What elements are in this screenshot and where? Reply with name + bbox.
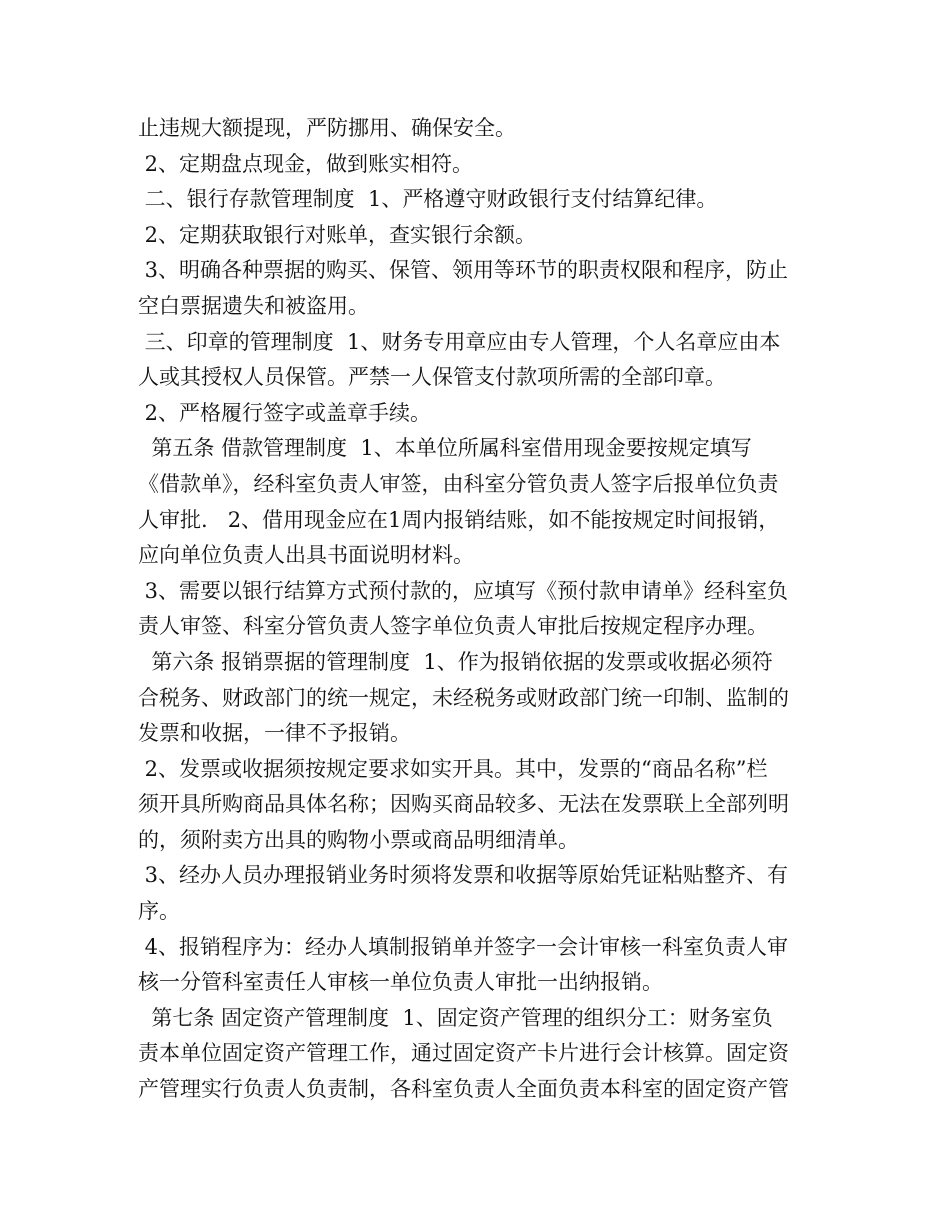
text-line: 空白票据遗失和被盗用。 (138, 293, 369, 318)
text-line: 应向单位负责人出具书面说明材料。 (138, 543, 474, 568)
text-line: 3、经办人员办理报销业务时须将发票和收据等原始凭证粘贴整齐、有 (138, 863, 789, 888)
text-line: 发票和收据，一律不予报销。 (138, 721, 411, 746)
text-line: 人审批. 2、借用现金应在1周内报销结账，如不能按规定时间报销， (138, 507, 780, 532)
text-line: 核一分管科室责任人审核一单位负责人审批一出纳报销。 (138, 970, 663, 995)
text-line: 第六条 报销票据的管理制度 1、作为报销依据的发票或收据必须符 (138, 649, 773, 674)
text-line: 《借款单》，经科室负责人审签，由科室分管负责人签字后报单位负责 (138, 471, 779, 496)
text-line: 序。 (138, 899, 180, 924)
text-line: 4、报销程序为：经办人填制报销单并签字一会计审核一科室负责人审 (138, 934, 789, 959)
text-line: 止违规大额提现，严防挪用、确保安全。 (138, 116, 516, 140)
text-line: 产管理实行负责人负责制，各科室负责人全面负责本科室的固定资产管 (138, 1077, 789, 1102)
document-body (138, 111, 818, 1108)
text-line: 第五条 借款管理制度 1、本单位所属科室借用现金要按规定填写 (138, 436, 752, 461)
text-line: 2、严格履行签字或盖章手续。 (138, 400, 432, 425)
text-line: 2、定期盘点现金，做到账实相符。 (138, 151, 474, 176)
text-line: 二、银行存款管理制度 1、严格遵守财政银行支付结算纪律。 (138, 187, 718, 212)
text-line: 第七条 固定资产管理制度 1、固定资产管理的组织分工：财务室负 (138, 1005, 773, 1030)
text-line: 责人审签、科室分管负责人签字单位负责人审批后按规定程序办理。 (138, 614, 768, 639)
text-line: 人或其授权人员保管。严禁一人保管支付款项所需的全部印章。 (138, 365, 726, 390)
text-line: 的，须附卖方出具的购物小票或商品明细清单。 (138, 827, 579, 852)
text-line: 3、需要以银行结算方式预付款的，应填写《预付款申请单》经科室负 (138, 578, 789, 603)
text-line: 责本单位固定资产管理工作，通过固定资产卡片进行会计核算。固定资 (138, 1041, 789, 1066)
text-line: 须开具所购商品具体名称；因购买商品较多、无法在发票联上全部列明 (138, 792, 789, 817)
text-line: 2、定期获取银行对账单，查实银行余额。 (138, 222, 537, 247)
text-line: 三、印章的管理制度 1、财务专用章应由专人管理，个人名章应由本 (138, 329, 781, 354)
text-line: 2、发票或收据须按规定要求如实开具。其中，发票的“商品名称”栏 (138, 756, 768, 781)
text-line: 合税务、财政部门的统一规定，未经税务或财政部门统一印制、监制的 (138, 685, 789, 710)
text-line: 3、明确各种票据的购买、保管、领用等环节的职责权限和程序，防止 (138, 258, 789, 283)
